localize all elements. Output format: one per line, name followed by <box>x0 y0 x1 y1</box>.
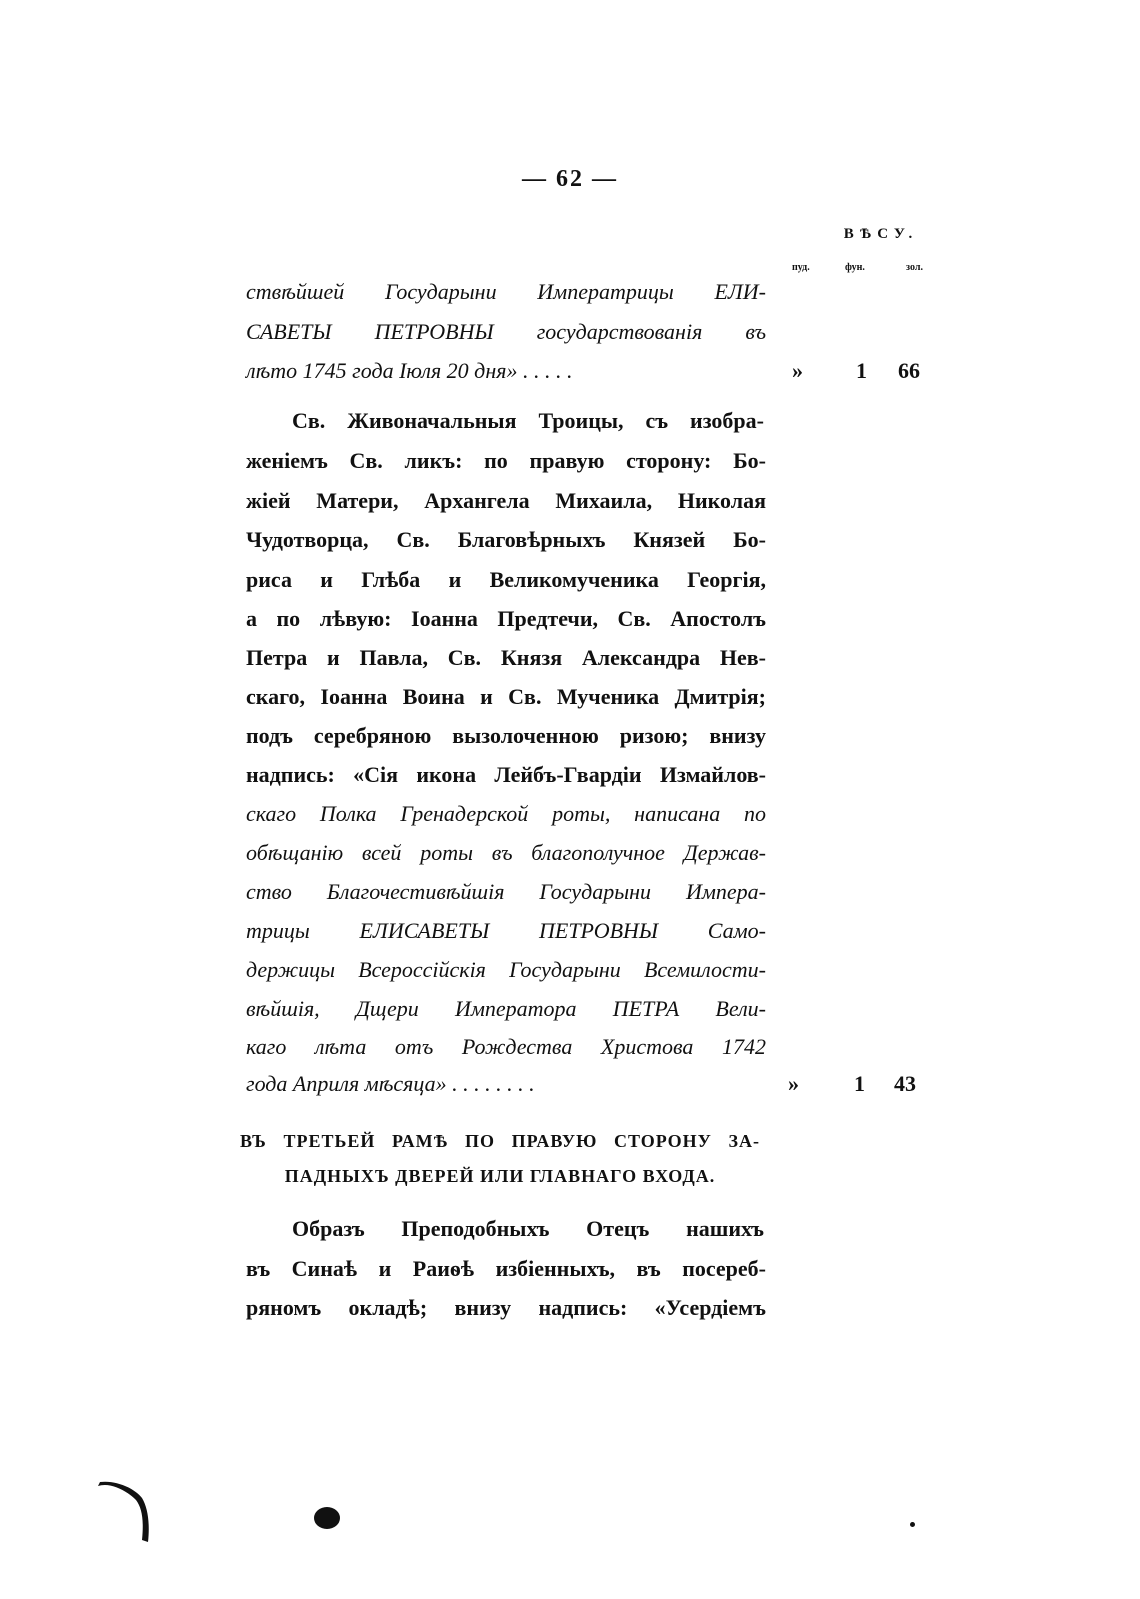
entry2-line-6: а по лѣвую: Іоанна Предтечи, Св. Апостолъ <box>246 606 766 631</box>
entry2-line-1: Св. Живоначальныя Троицы, съ изобра- <box>292 408 764 433</box>
entry2-line-7: Петра и Павла, Св. Князя Александра Нев- <box>246 645 766 670</box>
unit-funt: фун. <box>845 262 865 273</box>
entry2-line-9: подъ серебряною вызолоченною ризою; внизу <box>246 723 766 748</box>
entry3-line-3: ряномъ окладѣ; внизу надпись: «Усердіемъ <box>246 1295 766 1320</box>
entry1-line-2: САВЕТЫ ПЕТРОВНЫ государствованія въ <box>246 319 766 344</box>
ink-smudge-left <box>96 1480 166 1550</box>
entry3-line-1: Образъ Преподобныхъ Отецъ нашихъ <box>292 1216 764 1241</box>
entry2-line-14: трицы ЕЛИСАВЕТЫ ПЕТРОВНЫ Само- <box>246 918 766 943</box>
section-heading-line-1: ВЪ ТРЕТЬЕЙ РАМѢ ПО ПРАВУЮ СТОРОНУ ЗА- <box>240 1131 760 1151</box>
entry2-line-10: надпись: «Сія икона Лейбъ-Гвардіи Измайлов- <box>246 762 766 787</box>
entry1-weight-pud: » <box>792 358 803 383</box>
entry2-weight-funt: 1 <box>854 1071 865 1096</box>
entry2-line-18: года Априля мѣсяца» . . . . . . . . <box>246 1071 535 1096</box>
unit-zol: зол. <box>906 262 923 273</box>
entry2-weight-zol: 43 <box>894 1071 916 1096</box>
entry2-line-16: вѣйшія, Дщери Императора ПЕТРА Вели- <box>246 996 766 1021</box>
weight-column-title: ВѢСУ. <box>843 226 919 242</box>
entry3-line-2: въ Синаѣ и Раиѳѣ избіенныхъ, въ посереб- <box>246 1256 766 1281</box>
entry2-line-12: обѣщанію всей роты въ благополучное Держав- <box>246 840 766 865</box>
section-heading-line-2: ПАДНЫХЪ ДВЕРЕЙ ИЛИ ГЛАВНАГО ВХОДА. <box>284 1166 716 1186</box>
entry1-line-1: ствѣйшей Государыни Императрицы ЕЛИ- <box>246 279 766 304</box>
unit-pud: пуд. <box>792 262 810 273</box>
entry2-line-8: скаго, Іоанна Воина и Св. Мученика Дмитрія; <box>246 684 766 709</box>
entry2-weight-pud: » <box>788 1071 799 1096</box>
entry2-line-13: ство Благочестивѣйшія Государыни Импера- <box>246 879 766 904</box>
entry2-line-4: Чудотворца, Св. Благовѣрныхъ Князей Бо- <box>246 527 766 552</box>
page-number: — 62 — <box>522 166 618 192</box>
entry2-line-15: держицы Всероссійскія Государыни Всемилости- <box>246 957 766 982</box>
entry2-line-17: каго лѣта отъ Рождества Христова 1742 <box>246 1034 766 1059</box>
entry2-line-3: жіей Матери, Архангела Михаила, Николая <box>246 488 766 513</box>
ink-blot-bottom <box>314 1507 340 1529</box>
entry1-weight-funt: 1 <box>856 358 867 383</box>
entry2-line-5: риса и Глѣба и Великомученика Георгія, <box>246 567 766 592</box>
entry2-line-11: скаго Полка Гренадерской роты, написана по <box>246 801 766 826</box>
entry1-weight-zol: 66 <box>898 358 920 383</box>
entry2-line-2: женіемъ Св. ликъ: по правую сторону: Бо- <box>246 448 766 473</box>
ink-dot-bottom-right <box>910 1522 915 1527</box>
entry1-line-3: лѣто 1745 года Іюля 20 дня» . . . . . <box>246 358 573 383</box>
